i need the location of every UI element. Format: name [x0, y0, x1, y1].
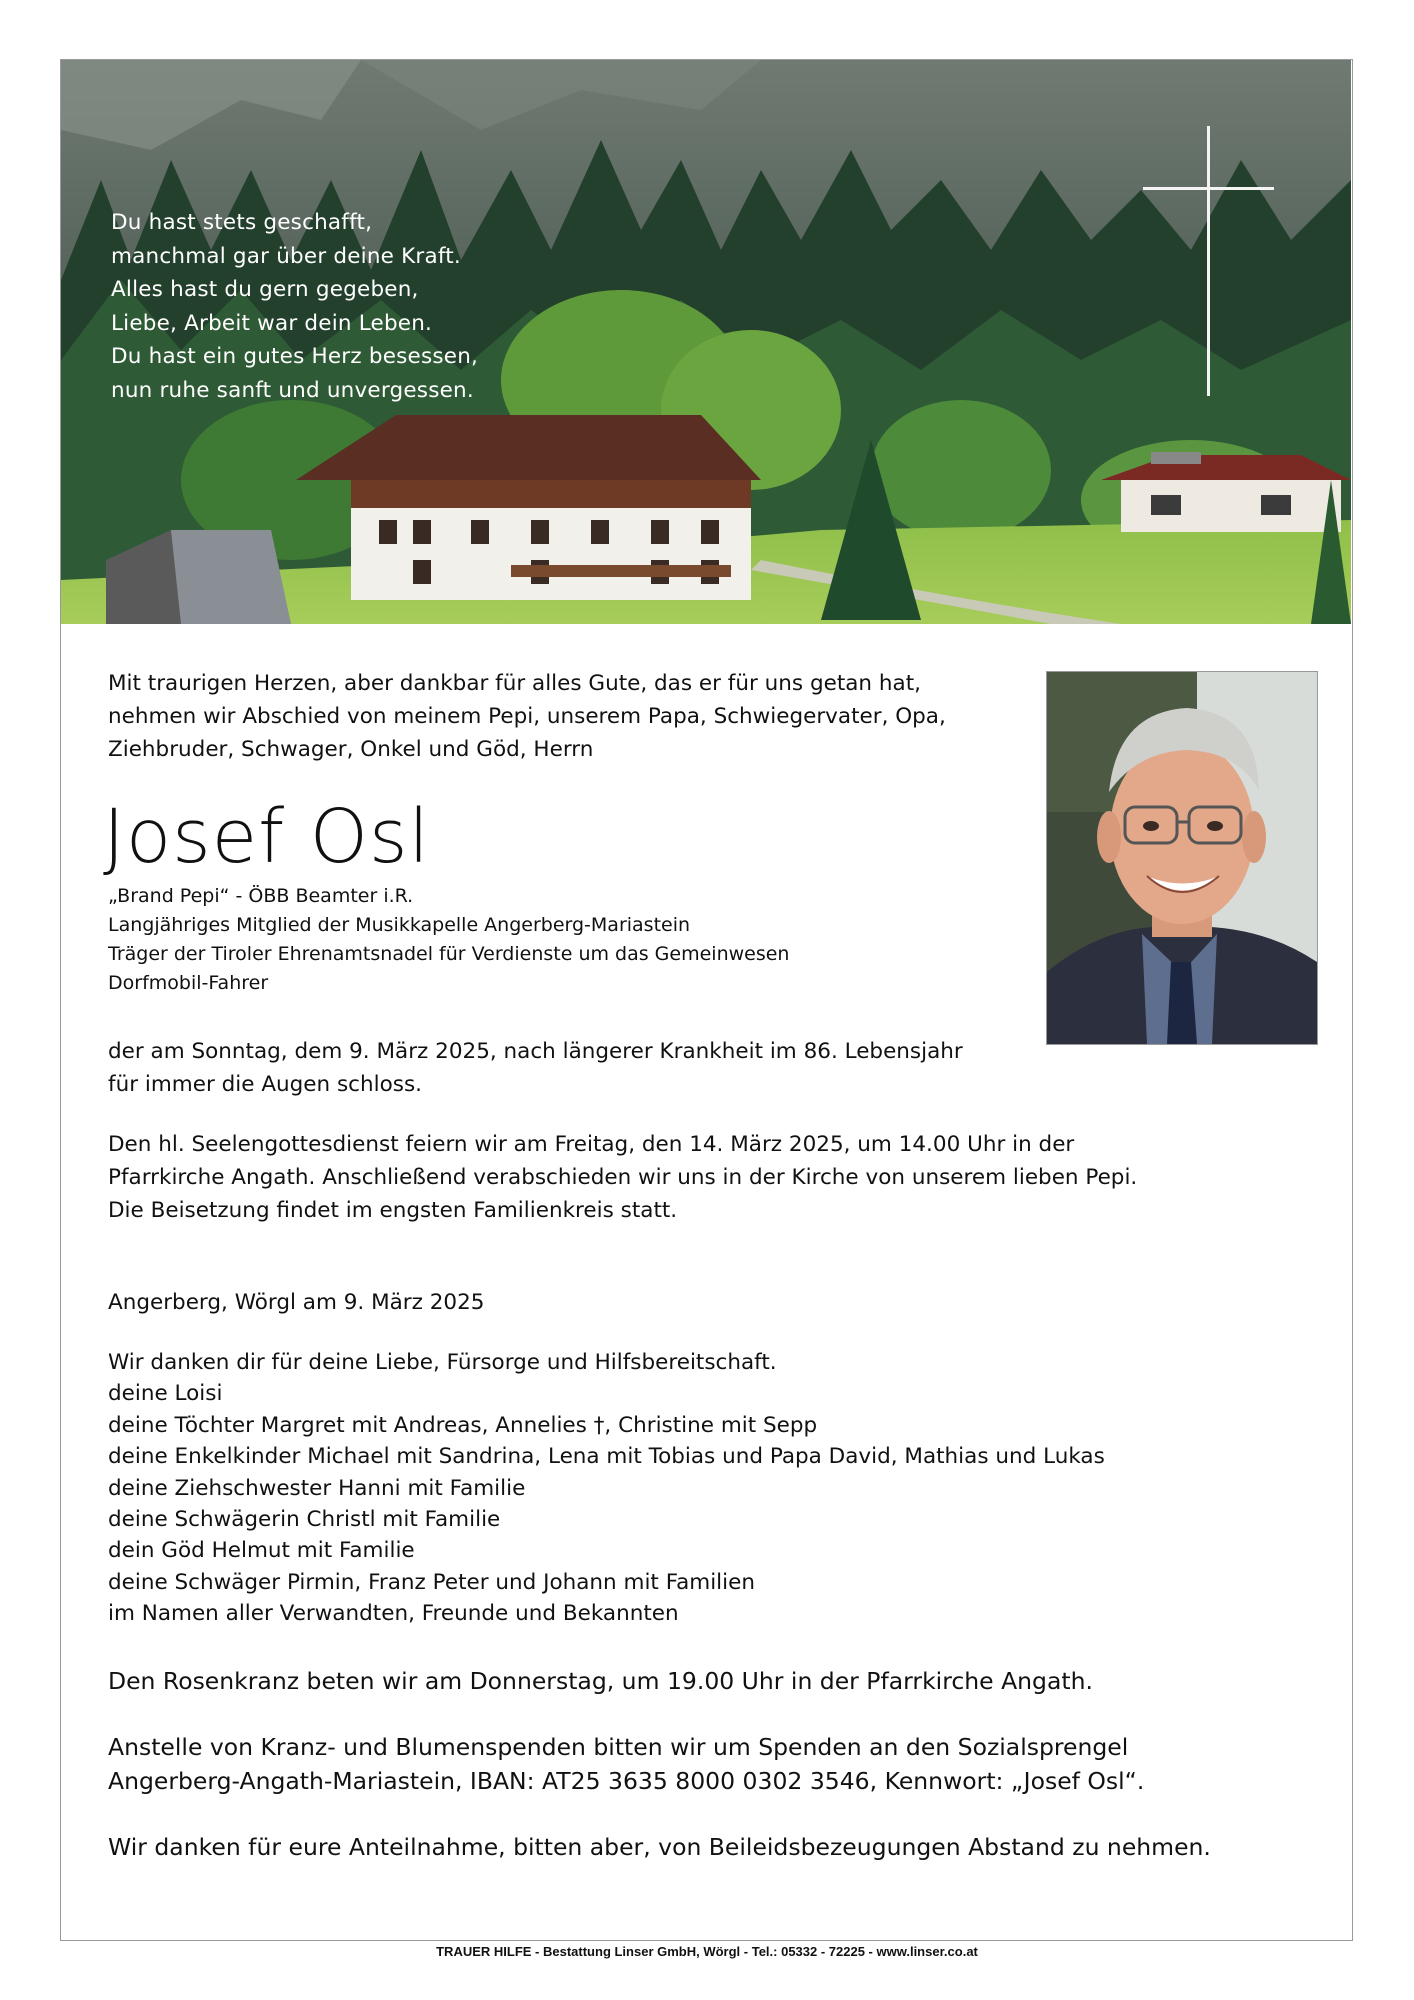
poem-line: manchmal gar über deine Kraft. [111, 243, 461, 269]
death-notice [108, 1035, 963, 1101]
mourner-line: deine Töchter Margret mit Andreas, Annelies †, Christine mit Sepp [108, 1412, 818, 1438]
poem-line: Du hast ein gutes Herz besessen, [111, 344, 479, 369]
undertaker-footer: TRAUER HILFE - Bestattung Linser GmbH, Wörgl - Tel.: 05332 - 72225 - www.linser.co.at [436, 1944, 978, 1959]
cross-icon [1207, 126, 1210, 396]
mourner-line: Wir danken dir für deine Liebe, Fürsorge und Hilfsbereitschaft. [108, 1350, 777, 1375]
place-date [108, 1286, 484, 1319]
intro-text [108, 667, 1008, 766]
closing-note [108, 1831, 1211, 1864]
death-line: der am Sonntag, dem 9. März 2025, nach längerer Krankheit im 86. Lebensjahr [108, 1039, 963, 1064]
intro-line: Mit traurigen Herzen, aber dankbar für alles Gute, das er für uns getan hat, [108, 671, 921, 696]
title-line: Dorfmobil-Fahrer [108, 972, 269, 994]
place-date-line: Angerberg, Wörgl am 9. März 2025 [108, 1290, 485, 1315]
rosary-line: Den Rosenkranz beten wir am Donnerstag, um 19.00 Uhr in der Pfarrkirche Angath. [108, 1667, 1093, 1695]
mourner-line: deine Enkelkinder Michael mit Sandrina, Lena mit Tobias und Papa David, Mathias und Lukas [108, 1444, 1105, 1470]
poem-line: Alles hast du gern gegeben, [111, 277, 419, 302]
title-line: Träger der Tiroler Ehrenamtsnadel für Verdienste um das Gemeinwesen [108, 943, 790, 965]
donation-line: Angerberg-Angath-Mariastein, IBAN: AT25 3635 8000 0302 3546, Kennwort: „Josef Osl“. [108, 1767, 1145, 1795]
mass-line: Den hl. Seelengottesdienst feiern wir am Freitag, den 14. März 2025, um 14.00 Uhr in der [108, 1132, 1075, 1157]
intro-line: Ziehbruder, Schwager, Onkel und Göd, Herrn [108, 737, 594, 762]
poem-line: Du hast stets geschafft, [111, 210, 373, 235]
donation-info [108, 1730, 1144, 1798]
mass-line: Die Beisetzung findet im engsten Familienkreis statt. [108, 1198, 678, 1223]
poem-line: Liebe, Arbeit war dein Leben. [111, 310, 433, 336]
closing-line: Wir danken für eure Anteilnahme, bitten aber, von Beileidsbezeugungen Abstand zu nehmen. [108, 1833, 1211, 1861]
death-line: für immer die Augen schloss. [108, 1072, 422, 1097]
mourner-line: im Namen aller Verwandten, Freunde und Bekannten [108, 1601, 679, 1627]
deceased-name: Josef Osl [103, 794, 431, 880]
poem-line: nun ruhe sanft und unvergessen. [111, 377, 474, 403]
title-line: Langjähriges Mitglied der Musikkapelle Angerberg-Mariastein [108, 914, 691, 936]
intro-line: nehmen wir Abschied von meinem Pepi, unserem Papa, Schwiegervater, Opa, [108, 704, 946, 729]
portrait-image [1047, 672, 1317, 1044]
cross-icon-bar [1143, 187, 1274, 190]
mourner-line: dein Göd Helmut mit Familie [108, 1538, 415, 1564]
obituary-card [60, 59, 1353, 1941]
mourner-line: deine Schwäger Pirmin, Franz Peter und Johann mit Familien [108, 1569, 755, 1595]
memorial-poem [111, 206, 478, 407]
mass-line: Pfarrkirche Angath. Anschließend verabschieden wir uns in der Kirche von unserem lieben Pepi. [108, 1165, 1138, 1190]
landscape-header-image [61, 60, 1351, 624]
rosary-info [108, 1665, 1093, 1698]
title-line: „Brand Pepi“ - ÖBB Beamter i.R. [108, 885, 414, 907]
mourner-line: deine Schwägerin Christl mit Familie [108, 1507, 501, 1533]
mourner-line: deine Ziehschwester Hanni mit Familie [108, 1475, 526, 1501]
funeral-mass-info [108, 1128, 1137, 1227]
portrait-photo [1046, 671, 1318, 1045]
mourner-line: deine Loisi [108, 1381, 223, 1407]
mourners-list [108, 1347, 1105, 1630]
donation-line: Anstelle von Kranz- und Blumenspenden bitten wir um Spenden an den Sozialsprengel [108, 1733, 1129, 1761]
deceased-titles [108, 882, 789, 998]
